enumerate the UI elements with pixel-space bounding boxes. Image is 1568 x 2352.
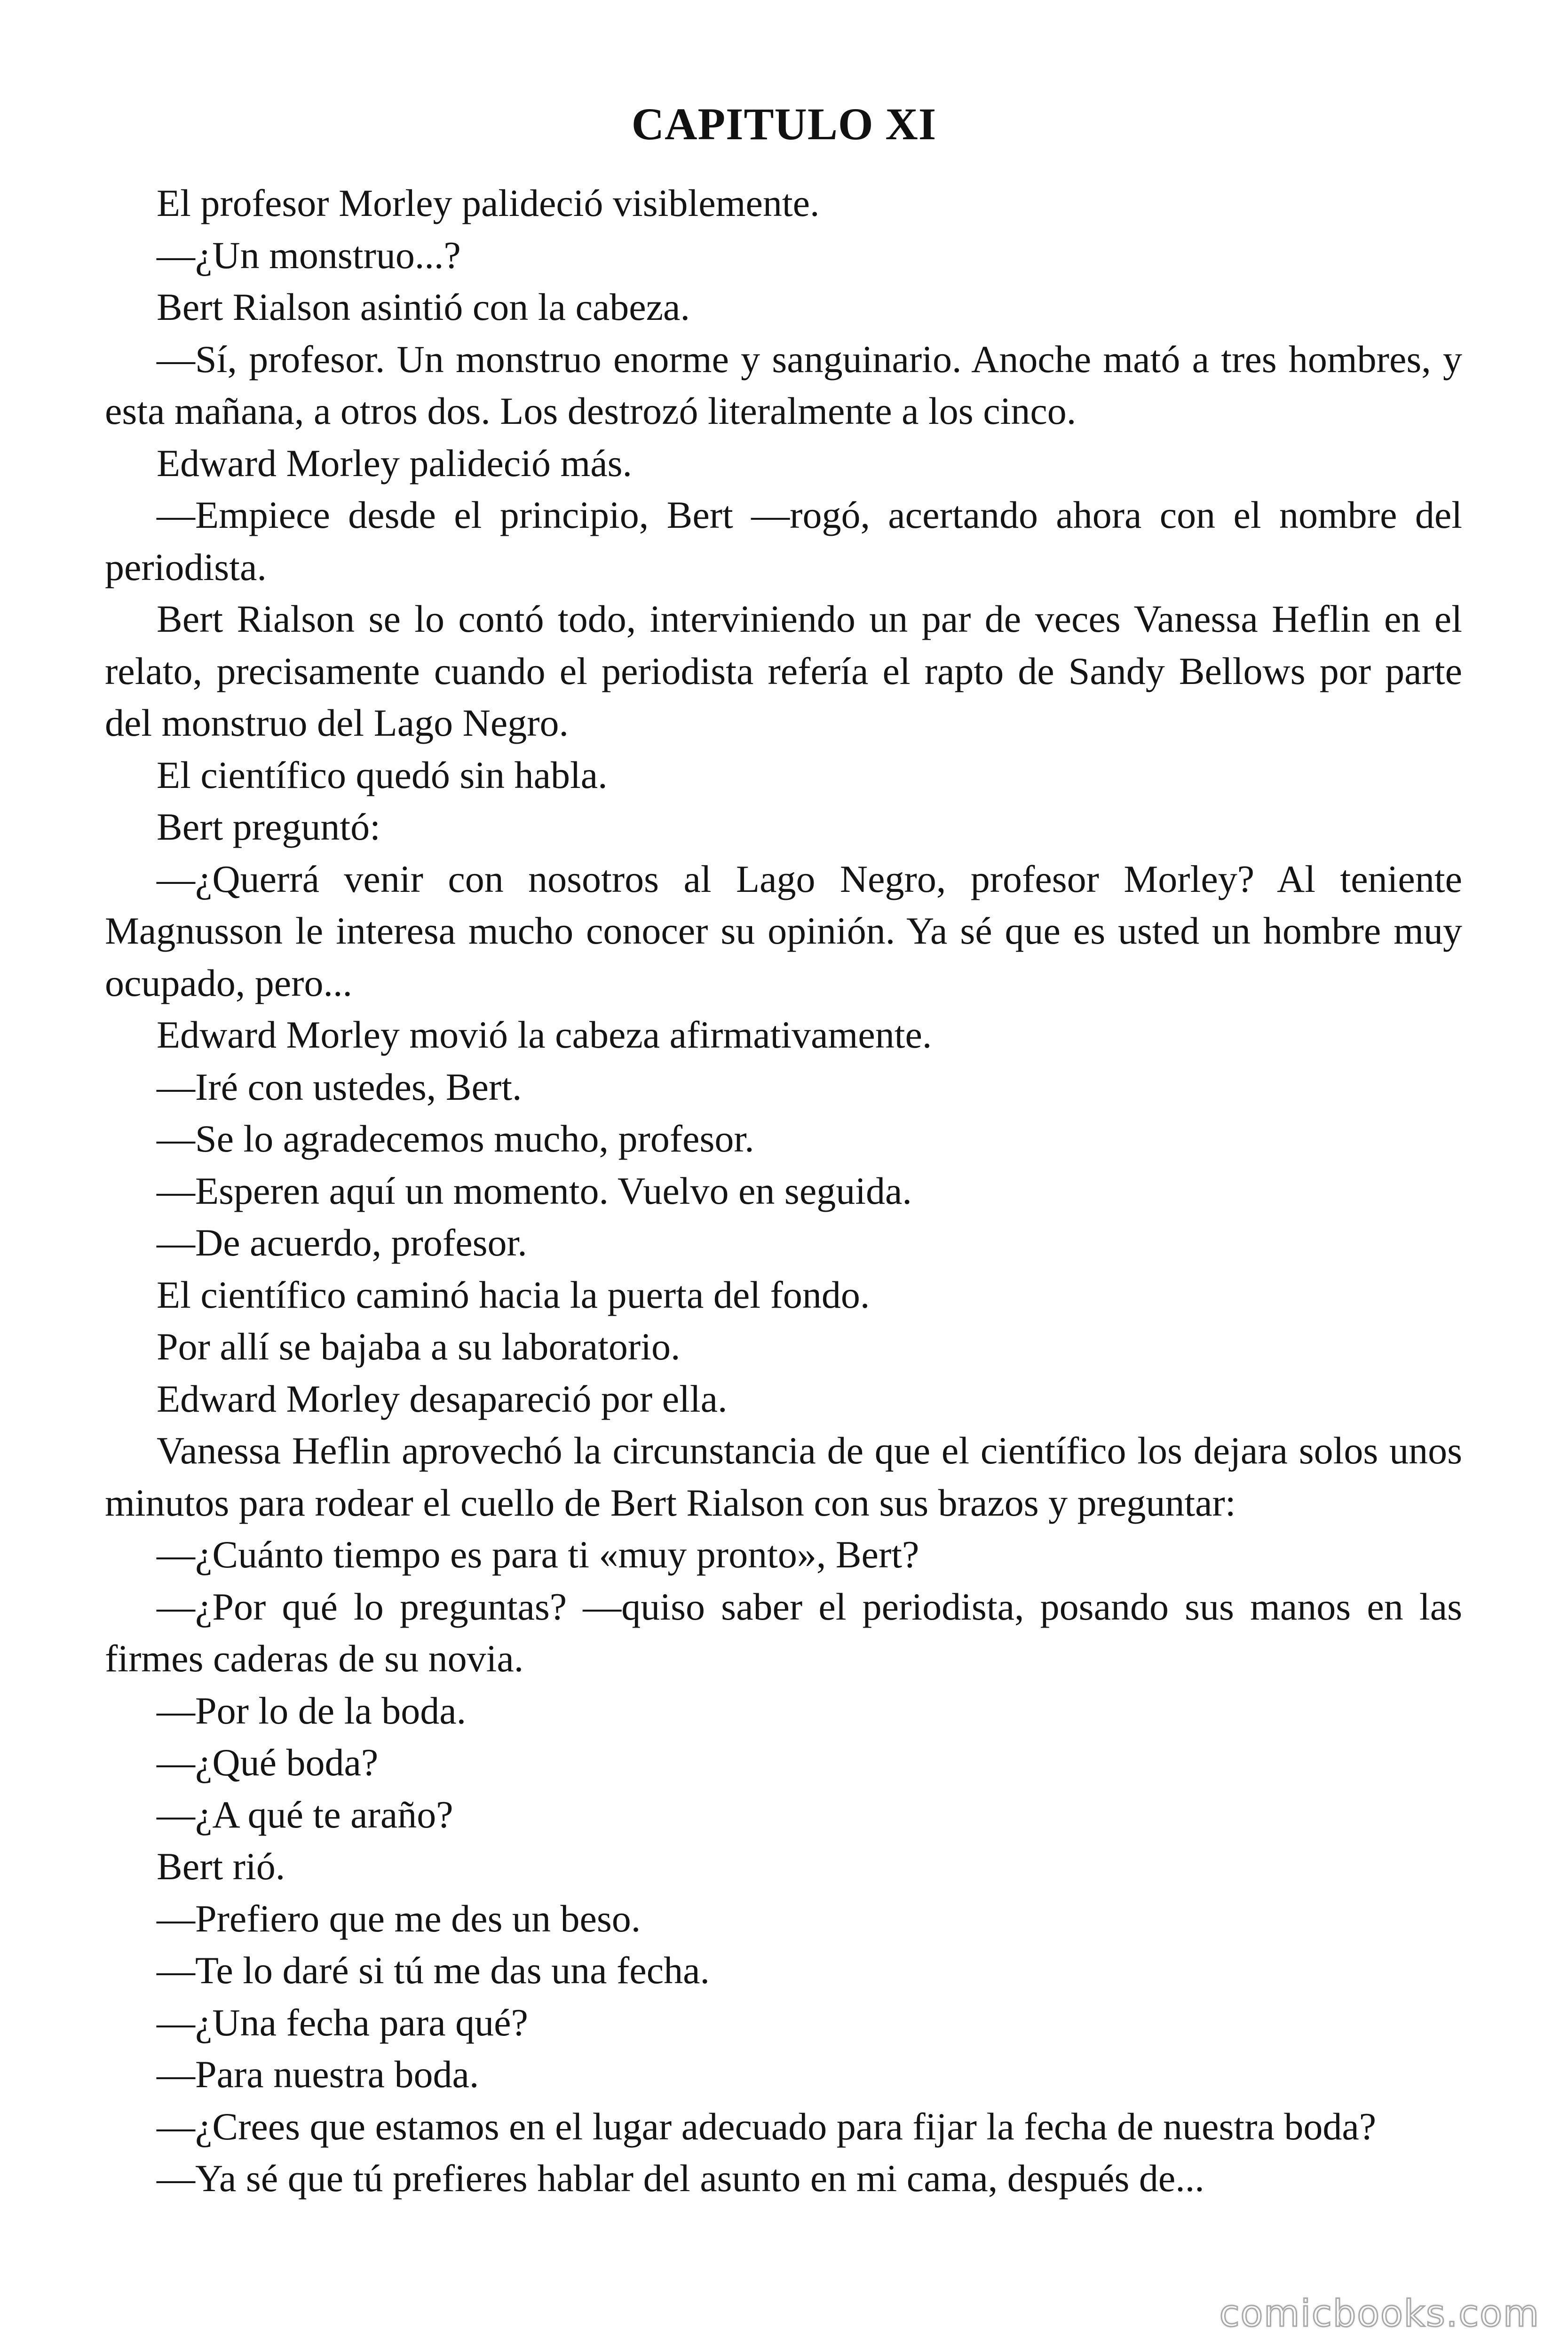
paragraph: Bert Rialson se lo contó todo, interviniendo un par de veces Vanessa Heflin en el relato, precisamente cuando el periodista refería el rapto de Sandy Bellows por parte del monstruo del Lago Negro.: [105, 597, 1462, 744]
paragraph: —Te lo daré si tú me das una fecha.: [157, 1949, 710, 1992]
paragraph: —Esperen aquí un momento. Vuelvo en seguida.: [157, 1169, 912, 1212]
paragraph: —¿A qué te araño?: [157, 1793, 453, 1836]
paragraph: —Se lo agradecemos mucho, profesor.: [157, 1117, 754, 1160]
paragraph: —Por lo de la boda.: [157, 1689, 467, 1732]
paragraph: —Ya sé que tú prefieres hablar del asunto en mi cama, después de...: [157, 2157, 1204, 2200]
paragraph: Bert rió.: [157, 1845, 285, 1888]
paragraph: Bert preguntó:: [157, 805, 380, 848]
paragraph: Bert Rialson asintió con la cabeza.: [157, 286, 690, 328]
paragraph: El científico quedó sin habla.: [157, 753, 608, 796]
paragraph: Por allí se bajaba a su laboratorio.: [157, 1325, 681, 1368]
paragraph: —¿Querrá venir con nosotros al Lago Negro, profesor Morley? Al teniente Magnusson le interesa mucho conocer su opinión. Ya sé que es usted un hombre muy ocupado, pero...: [105, 857, 1462, 1004]
paragraph: —De acuerdo, profesor.: [157, 1221, 527, 1264]
chapter-title: CAPITULO XI: [631, 99, 937, 150]
paragraph: El profesor Morley palideció visiblemente.: [157, 182, 820, 224]
paragraph: —¿Crees que estamos en el lugar adecuado para fijar la fecha de nuestra boda?: [157, 2105, 1377, 2148]
body-text: [105, 177, 1462, 2205]
paragraph: —¿Por qué lo preguntas? —quiso saber el periodista, posando sus manos en las firmes caderas de su novia.: [105, 1585, 1462, 1680]
paragraph: —¿Cuánto tiempo es para ti «muy pronto», Bert?: [157, 1533, 919, 1576]
paragraph: Edward Morley movió la cabeza afirmativamente.: [157, 1013, 932, 1056]
paragraph: Edward Morley palideció más.: [157, 441, 633, 485]
paragraph: Vanessa Heflin aprovechó la circunstancia de que el científico los dejara solos unos minutos para rodear el cuello de Bert Rialson con sus brazos y preguntar:: [105, 1429, 1462, 1524]
paragraph: —¿Un monstruo...?: [157, 233, 461, 277]
paragraph: —Para nuestra boda.: [157, 2053, 479, 2096]
paragraph: —Empiece desde el principio, Bert —rogó, acertando ahora con el nombre del periodista.: [105, 493, 1462, 588]
paragraph: —¿Una fecha para qué?: [157, 2001, 528, 2044]
paragraph: El científico caminó hacia la puerta del fondo.: [157, 1273, 870, 1316]
paragraph: —Sí, profesor. Un monstruo enorme y sanguinario. Anoche mató a tres hombres, y esta mañana, a otros dos. Los destrozó literalmente a los cinco.: [105, 337, 1462, 432]
paragraph: Edward Morley desapareció por ella.: [157, 1377, 728, 1420]
paragraph: —Iré con ustedes, Bert.: [157, 1065, 522, 1108]
paragraph: —Prefiero que me des un beso.: [157, 1897, 641, 1940]
watermark-logo: comicbooks.com: [1219, 2293, 1540, 2335]
paragraph: —¿Qué boda?: [157, 1741, 379, 1784]
